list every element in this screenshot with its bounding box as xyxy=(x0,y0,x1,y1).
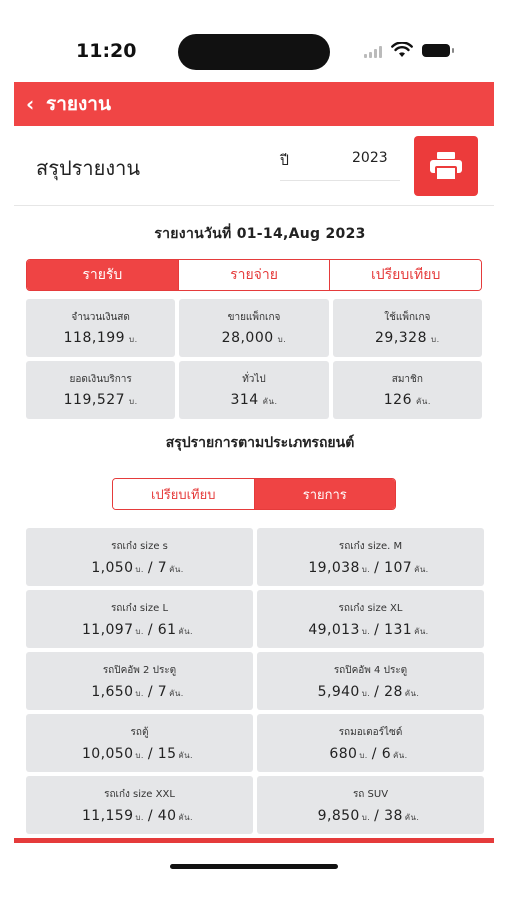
stat-label: ยอดเงินบริการ xyxy=(69,374,132,385)
vehicle-value: 9,850 บ. / 38 คัน. xyxy=(317,807,420,824)
vehicle-name: รถเก๋ง size L xyxy=(110,602,169,614)
vehicle-card xyxy=(26,528,253,586)
vehicle-name: รถปิคอัพ 2 ประตู xyxy=(102,664,177,676)
vehicle-card xyxy=(257,652,484,710)
tab-income[interactable]: รายรับ xyxy=(27,260,178,290)
summary-title: สรุปรายงาน xyxy=(36,156,141,180)
stat-value: 119,527 บ. xyxy=(63,392,138,408)
divider xyxy=(14,205,494,206)
vehicle-card xyxy=(26,776,253,834)
status-time: 11:20 xyxy=(76,40,137,62)
vehicle-card xyxy=(257,714,484,772)
app-header xyxy=(14,82,494,126)
vehicle-card xyxy=(257,776,484,834)
vehicle-grid xyxy=(26,528,484,834)
header-title: รายงาน xyxy=(46,93,111,115)
vehicle-name: รถเก๋ง size s xyxy=(111,540,168,552)
stat-card-member xyxy=(333,361,482,419)
report-tabs xyxy=(26,259,482,291)
vehicle-value: 49,013 บ. / 131 คัน. xyxy=(308,621,429,638)
view-toggle xyxy=(112,478,396,510)
bottom-accent-bar xyxy=(14,838,494,843)
vehicle-value: 5,940 บ. / 28 คัน. xyxy=(317,683,420,700)
print-button[interactable] xyxy=(414,136,478,196)
stat-value: 29,328 บ. xyxy=(375,330,440,346)
stat-value: 314 คัน. xyxy=(230,392,278,408)
vehicle-name: รถเก๋ง size. M xyxy=(338,540,403,552)
vehicle-name: รถมอเตอร์ไซด์ xyxy=(338,726,403,738)
stat-label: ใช้แพ็กเกจ xyxy=(384,312,431,323)
dynamic-island xyxy=(178,34,330,70)
stat-label: ขายแพ็กเกจ xyxy=(227,312,281,323)
toggle-compare[interactable]: เปรียบเทียบ xyxy=(113,479,254,509)
wifi-icon xyxy=(391,42,413,58)
stat-value: 28,000 บ. xyxy=(221,330,287,346)
vehicle-value: 11,097 บ. / 61 คัน. xyxy=(82,621,193,638)
stat-grid xyxy=(26,299,482,419)
vehicle-card xyxy=(26,590,253,648)
stat-card-package-sales xyxy=(179,299,328,357)
stat-card-general xyxy=(179,361,328,419)
battery-icon xyxy=(422,44,450,57)
year-select[interactable]: 2023 xyxy=(352,150,388,166)
stat-value: 126 คัน. xyxy=(383,392,431,408)
tab-compare[interactable]: เปรียบเทียบ xyxy=(329,260,481,290)
vehicle-name: รถปิคอัพ 4 ประตู xyxy=(333,664,408,676)
tab-expense[interactable]: รายจ่าย xyxy=(178,260,330,290)
vehicle-card xyxy=(26,652,253,710)
stat-label: ทั่วไป xyxy=(242,374,266,385)
vehicle-value: 1,050 บ. / 7 คัน. xyxy=(91,559,184,576)
vehicle-card xyxy=(257,528,484,586)
stat-card-cash xyxy=(26,299,175,357)
vehicle-name: รถเก๋ง size XXL xyxy=(104,788,175,800)
vehicle-value: 19,038 บ. / 107 คัน. xyxy=(308,559,429,576)
year-label: ปี xyxy=(280,153,289,169)
vehicle-value: 11,159 บ. / 40 คัน. xyxy=(82,807,193,824)
year-underline xyxy=(280,180,400,181)
signal-icon xyxy=(364,46,384,58)
printer-icon xyxy=(429,151,463,181)
vehicle-name: รถตู้ xyxy=(130,726,149,738)
home-indicator xyxy=(170,864,338,869)
chevron-left-icon[interactable]: ‹ xyxy=(26,92,35,116)
status-bar xyxy=(0,0,507,82)
stat-card-package-usage xyxy=(333,299,482,357)
stat-value: 118,199 บ. xyxy=(63,330,138,346)
section-title: สรุปรายการตามประเภทรถยนต์ xyxy=(165,435,355,451)
stat-label: สมาชิก xyxy=(391,374,423,385)
stat-label: จำนวนเงินสด xyxy=(71,312,130,323)
vehicle-value: 1,650 บ. / 7 คัน. xyxy=(91,683,184,700)
vehicle-value: 10,050 บ. / 15 คัน. xyxy=(82,745,193,762)
vehicle-name: รถ SUV xyxy=(352,788,389,800)
toggle-list[interactable]: รายการ xyxy=(254,479,396,509)
vehicle-card xyxy=(257,590,484,648)
stat-card-service-total xyxy=(26,361,175,419)
report-date-range: รายงานวันที่ 01-14,Aug 2023 xyxy=(154,226,366,242)
vehicle-card xyxy=(26,714,253,772)
vehicle-value: 680 บ. / 6 คัน. xyxy=(329,745,408,762)
vehicle-name: รถเก๋ง size XL xyxy=(338,602,403,614)
